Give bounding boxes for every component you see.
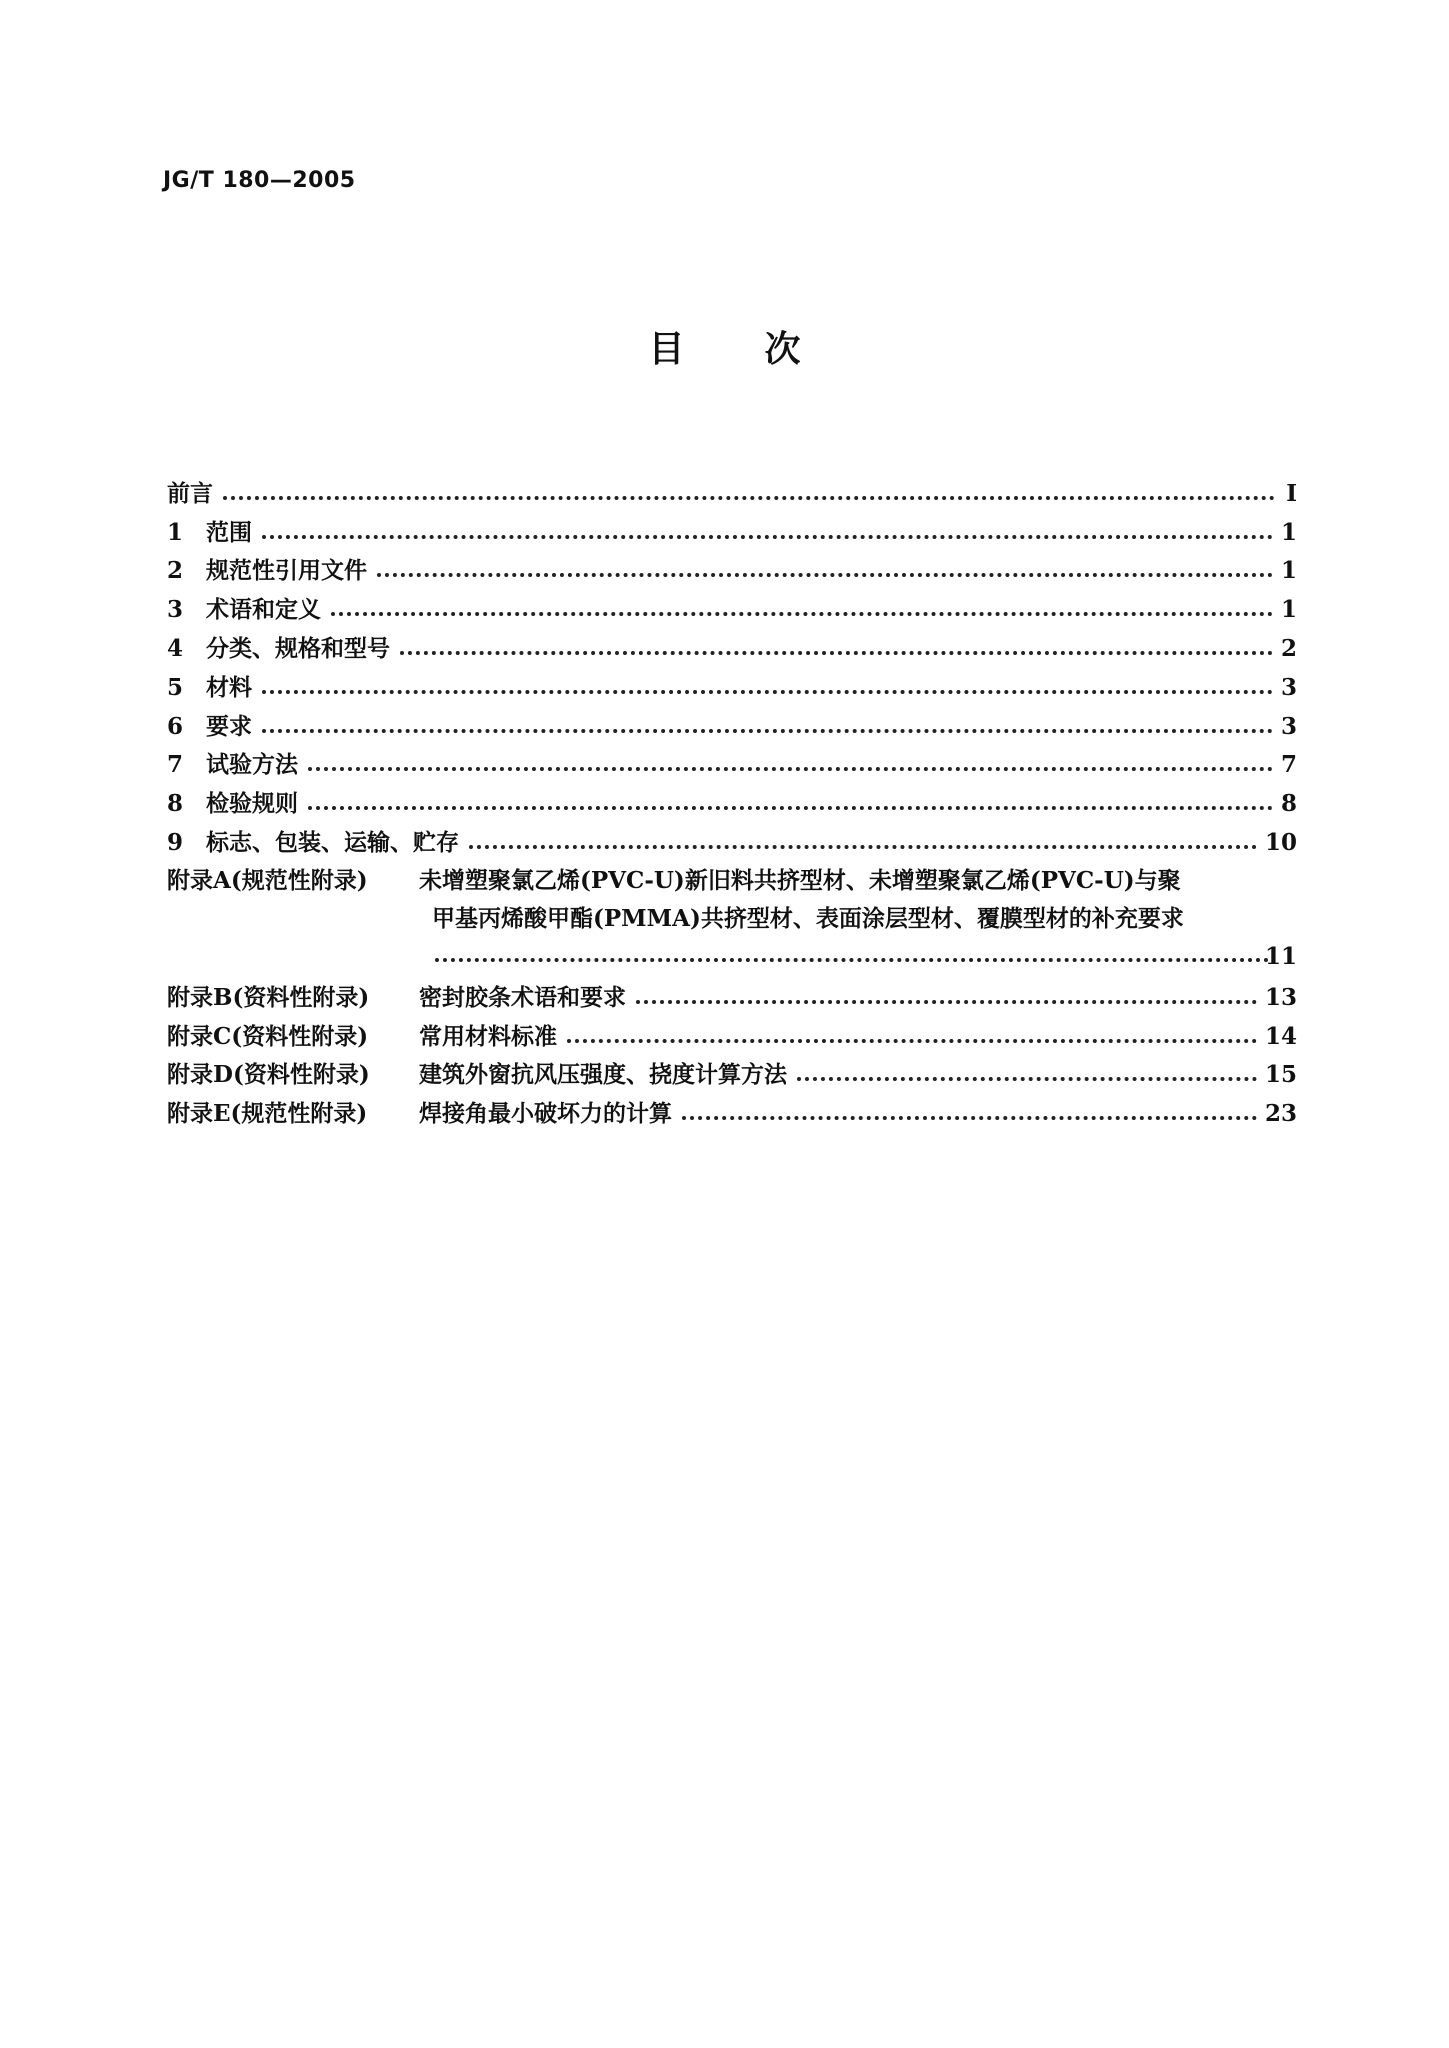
toc-page-number: 2 bbox=[1280, 634, 1297, 662]
toc-page-number: 15 bbox=[1264, 1061, 1297, 1089]
appendix-label: 附录C(资料性附录) bbox=[167, 1022, 369, 1050]
standard-number: JG/T 180—2005 bbox=[163, 168, 356, 193]
toc-page-number: 3 bbox=[1280, 673, 1297, 701]
toc-page-number: I bbox=[1286, 479, 1297, 507]
toc-entry-title: 标志、包装、运输、贮存 bbox=[206, 828, 459, 856]
appendix-title-line-1: 未增塑聚氯乙烯(PVC-U)新旧料共挤型材、未增塑聚氯乙烯(PVC-U)与聚 bbox=[419, 866, 1181, 894]
leader-dots bbox=[682, 1116, 1257, 1120]
leader-dots bbox=[308, 767, 1273, 771]
toc-page-number: 13 bbox=[1264, 983, 1297, 1011]
appendix-label: 附录B(资料性附录) bbox=[167, 983, 370, 1011]
leader-dots bbox=[797, 1077, 1257, 1081]
toc-entry-1[interactable] bbox=[167, 509, 1297, 548]
toc-page-number: 10 bbox=[1264, 828, 1297, 856]
leader-dots bbox=[262, 535, 1273, 539]
leader-dots bbox=[223, 496, 1275, 500]
leader-dots bbox=[400, 651, 1273, 655]
toc-entry-8[interactable] bbox=[167, 780, 1297, 819]
toc-entry-number: 6 bbox=[167, 712, 184, 740]
toc-entry-appendix-a[interactable] bbox=[167, 858, 1297, 974]
toc-page-number: 1 bbox=[1280, 518, 1297, 546]
appendix-label: 附录A(规范性附录) bbox=[167, 866, 368, 894]
table-of-contents bbox=[167, 470, 1297, 1129]
leader-dots bbox=[262, 729, 1273, 733]
toc-page-number: 11 bbox=[1264, 942, 1297, 970]
toc-entry-title: 术语和定义 bbox=[206, 596, 321, 624]
toc-page-number: 7 bbox=[1280, 751, 1297, 779]
leader-dots bbox=[331, 612, 1273, 616]
toc-entry-number: 2 bbox=[167, 557, 184, 585]
toc-entry-number: 5 bbox=[167, 673, 184, 701]
toc-entry-title: 材料 bbox=[206, 673, 252, 701]
leader-dots bbox=[636, 1000, 1257, 1004]
toc-page-number: 1 bbox=[1280, 557, 1297, 585]
appendix-label: 附录D(资料性附录) bbox=[167, 1061, 370, 1089]
appendix-label: 附录E(规范性附录) bbox=[167, 1100, 368, 1128]
toc-entry-number: 7 bbox=[167, 751, 184, 779]
toc-entry-3[interactable] bbox=[167, 586, 1297, 625]
toc-entry-appendix-c[interactable] bbox=[167, 1013, 1297, 1052]
toc-entry-title: 范围 bbox=[206, 518, 252, 546]
toc-entry-title: 焊接角最小破坏力的计算 bbox=[419, 1100, 672, 1128]
toc-entry-title: 密封胶条术语和要求 bbox=[419, 983, 626, 1011]
toc-title-char-2: 次 bbox=[764, 328, 801, 370]
toc-title bbox=[0, 327, 1449, 371]
toc-entry-title: 要求 bbox=[206, 712, 252, 740]
toc-page-number: 1 bbox=[1280, 596, 1297, 624]
toc-entry-foreword[interactable] bbox=[167, 470, 1297, 509]
toc-page-number: 23 bbox=[1264, 1100, 1297, 1128]
toc-entry-appendix-d[interactable] bbox=[167, 1052, 1297, 1091]
leader-dots bbox=[262, 690, 1273, 694]
toc-entry-title: 分类、规格和型号 bbox=[206, 634, 390, 662]
toc-page-number: 14 bbox=[1264, 1022, 1297, 1050]
leader-dots bbox=[469, 845, 1257, 849]
leader-dots bbox=[377, 573, 1273, 577]
toc-entry-2[interactable] bbox=[167, 548, 1297, 587]
leader-dots bbox=[567, 1039, 1257, 1043]
leader-dots bbox=[308, 806, 1273, 810]
toc-entry-title: 常用材料标准 bbox=[419, 1022, 557, 1050]
toc-entry-9[interactable] bbox=[167, 819, 1297, 858]
toc-entry-appendix-e[interactable] bbox=[167, 1090, 1297, 1129]
toc-entry-number: 9 bbox=[167, 828, 184, 856]
toc-entry-5[interactable] bbox=[167, 664, 1297, 703]
leader-dots bbox=[435, 958, 1269, 962]
toc-entry-7[interactable] bbox=[167, 742, 1297, 781]
toc-entry-title: 建筑外窗抗风压强度、挠度计算方法 bbox=[419, 1061, 787, 1089]
toc-entry-title: 检验规则 bbox=[206, 790, 298, 818]
toc-entry-title: 试验方法 bbox=[206, 751, 298, 779]
toc-entry-title: 规范性引用文件 bbox=[206, 557, 367, 585]
toc-entry-6[interactable] bbox=[167, 703, 1297, 742]
toc-entry-appendix-b[interactable] bbox=[167, 974, 1297, 1013]
toc-entry-number: 1 bbox=[167, 518, 184, 546]
toc-title-char-1: 目 bbox=[648, 328, 685, 370]
toc-entry-number: 3 bbox=[167, 596, 184, 624]
appendix-title-line-2: 甲基丙烯酸甲酯(PMMA)共挤型材、表面涂层型材、覆膜型材的补充要求 bbox=[432, 904, 1184, 932]
toc-page-number: 8 bbox=[1280, 790, 1297, 818]
toc-entry-4[interactable] bbox=[167, 625, 1297, 664]
toc-entry-title: 前言 bbox=[167, 479, 213, 507]
toc-entry-number: 8 bbox=[167, 790, 184, 818]
toc-entry-number: 4 bbox=[167, 634, 184, 662]
toc-page-number: 3 bbox=[1280, 712, 1297, 740]
